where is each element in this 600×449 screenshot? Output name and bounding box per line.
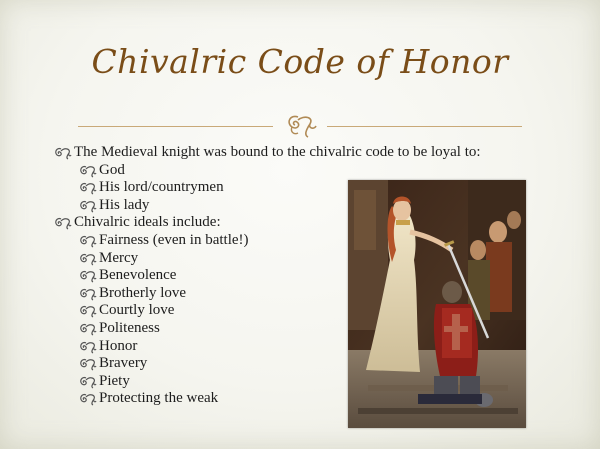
fleuron-bullet-icon — [79, 357, 99, 371]
fleuron-bullet-icon — [79, 375, 99, 389]
bullet-text: Honor — [99, 337, 138, 354]
bullet-text: Mercy — [99, 249, 139, 266]
sub-bullet-item — [54, 162, 574, 180]
knighting-painting — [348, 180, 526, 428]
bullet-text: Bravery — [99, 355, 148, 372]
flourish-ornament-icon — [284, 111, 320, 139]
bullet-text: Courtly love — [99, 302, 175, 319]
slide-title: Chivalric Code of Honor — [91, 42, 509, 81]
fleuron-bullet-icon — [79, 164, 99, 178]
title-divider-right — [327, 126, 522, 127]
bullet-text: Politeness — [99, 319, 160, 336]
fleuron-bullet-icon — [54, 216, 74, 230]
fleuron-bullet-icon — [79, 392, 99, 406]
fleuron-bullet-icon — [79, 340, 99, 354]
fleuron-bullet-icon — [79, 181, 99, 195]
bullet-text: Benevolence — [99, 267, 177, 284]
fleuron-bullet-icon — [79, 199, 99, 213]
bullet-text: The Medieval knight was bound to the chivalric code to be loyal to: — [74, 144, 481, 160]
title-divider-left — [78, 126, 273, 127]
fleuron-bullet-icon — [79, 304, 99, 318]
fleuron-bullet-icon — [79, 234, 99, 248]
bullet-text: Brotherly love — [99, 284, 187, 301]
fleuron-bullet-icon — [79, 322, 99, 336]
bullet-text: Piety — [99, 372, 130, 389]
bullet-text: God — [99, 161, 125, 178]
bullet-item — [54, 144, 574, 162]
fleuron-bullet-icon — [79, 252, 99, 266]
bullet-text: Chivalric ideals include: — [74, 214, 221, 231]
fleuron-bullet-icon — [79, 269, 99, 283]
fleuron-bullet-icon — [54, 146, 74, 160]
bullet-text: His lady — [99, 196, 150, 213]
bullet-text: Fairness (even in battle!) — [99, 231, 249, 248]
bullet-text: His lord/countrymen — [99, 179, 224, 196]
bullet-text: Protecting the weak — [99, 390, 219, 407]
fleuron-bullet-icon — [79, 287, 99, 301]
